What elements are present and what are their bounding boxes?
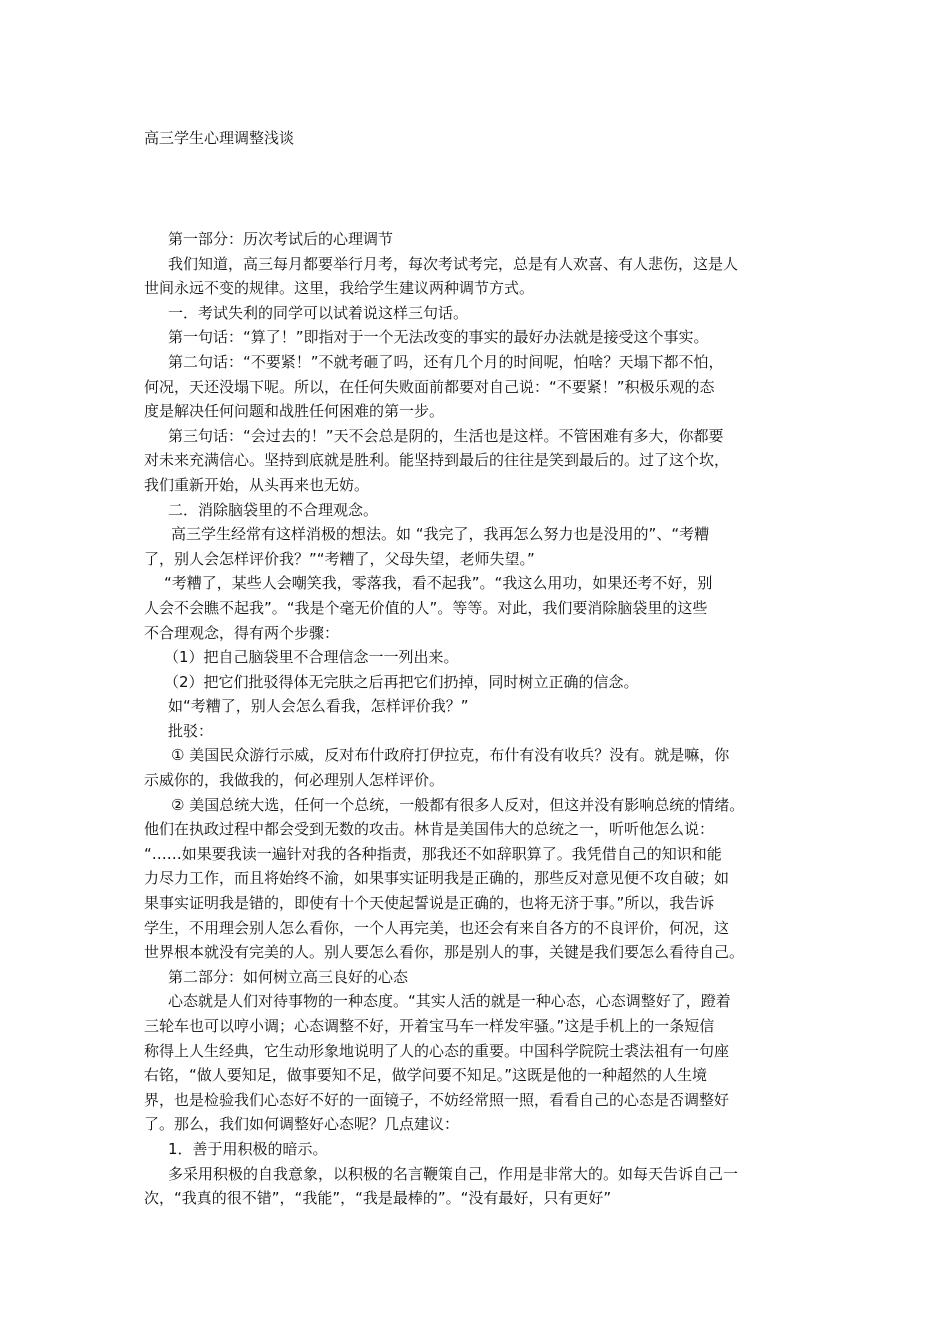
paragraph-line: 何况，天还没塌下呢。所以，在任何失败面前都要对自己说：“不要紧！”积极乐观的态 bbox=[144, 377, 715, 396]
subheading: 二．消除脑袋里的不合理观念。 bbox=[168, 500, 379, 519]
paragraph-line: 界，也是检验我们心态好不好的一面镜子，不妨经常照一照，看看自己的心态是否调整好 bbox=[144, 1090, 730, 1109]
paragraph-line: 了。那么，我们如何调整好心态呢？几点建议： bbox=[144, 1115, 460, 1134]
paragraph-line: 不合理观念，得有两个步骤： bbox=[144, 623, 340, 642]
paragraph-line: 批驳： bbox=[168, 721, 214, 740]
paragraph-line: 世间永远不变的规律。这里，我给学生建议两种调节方式。 bbox=[144, 279, 535, 298]
paragraph-line: 三轮车也可以哼小调；心态调整不好，开着宝马车一样发牢骚。”这是手机上的一条短信 bbox=[144, 1017, 715, 1035]
paragraph-line: 学生，不用理会别人怎么看你，一个人再完美，也还会有来自各方的不良评价，何况，这 bbox=[144, 918, 730, 937]
paragraph-line: 了，别人会怎样评价我？”“考糟了，父母失望，老师失望。” bbox=[144, 549, 535, 568]
list-item: ② 美国总统大选，任何一个总统，一般都有很多人反对，但这并没有影响总统的情绪。 bbox=[171, 795, 745, 814]
section-heading: 第二部分：如何树立高三良好的心态 bbox=[168, 967, 409, 986]
paragraph-line: 示威你的，我做我的，何必理别人怎样评价。 bbox=[144, 771, 445, 790]
paragraph-line: 果事实证明我是错的，即使有十个天使起誓说是正确的，也将无济于事。”所以，我告诉 bbox=[144, 894, 715, 913]
subheading: 1．善于用积极的暗示。 bbox=[168, 1139, 328, 1158]
list-item: （1）把自己脑袋里不合理信念一一列出来。 bbox=[164, 648, 459, 667]
paragraph-line: 世界根本就没有完美的人。别人要怎么看你，那是别人的事，关键是我们要怎么看待自己。 bbox=[144, 943, 745, 962]
paragraph-line: “……如果要我读一遍针对我的各种指责，那我还不如辞职算了。我凭借自己的知识和能 bbox=[144, 844, 722, 863]
section-heading: 第一部分：历次考试后的心理调节 bbox=[168, 230, 394, 248]
paragraph-line: 对未来充满信心。坚持到底就是胜利。能坚持到最后的往往是笑到最后的。过了这个坎， bbox=[144, 451, 730, 470]
paragraph-line: “考糟了，某些人会嘲笑我，零落我，看不起我”。“我这么用功，如果还考不好，别 bbox=[164, 574, 713, 593]
paragraph-line: 右铭，“做人要知足，做事要知不足，做学问要不知足。”这既是他的一种超然的人生境 bbox=[144, 1066, 708, 1085]
paragraph-line: 他们在执政过程中都会受到无数的攻击。林肯是美国伟大的总统之一，听听他怎么说： bbox=[144, 820, 715, 839]
document-title: 高三学生心理调整浅谈 bbox=[144, 129, 295, 147]
paragraph-line: 高三学生经常有这样消极的想法。如 “我完了，我再怎么努力也是没用的”、“考糟 bbox=[171, 525, 710, 544]
paragraph-line: 心态就是人们对待事物的一种态度。“其实人活的就是一种心态，心态调整好了，蹬着 bbox=[168, 992, 731, 1011]
paragraph-line: 度是解决任何问题和战胜任何困难的第一步。 bbox=[144, 402, 445, 421]
paragraph-line: 第三句话：“会过去的！”天不会总是阴的，生活也是这样。不管困难有多大，你都要 bbox=[168, 426, 724, 445]
paragraph-line: 次，“我真的很不错”，“我能”，“我是最棒的”。“没有最好，只有更好” bbox=[144, 1189, 612, 1208]
list-item: （2）把它们批驳得体无完肤之后再把它们扔掉，同时树立正确的信念。 bbox=[164, 672, 639, 691]
paragraph-line: 称得上人生经典，它生动形象地说明了人的心态的重要。中国科学院院士裘法祖有一句座 bbox=[144, 1041, 730, 1060]
subheading: 一．考试失利的同学可以试着说这样三句话。 bbox=[168, 303, 469, 322]
paragraph-line: 第一句话：“算了！”即指对于一个无法改变的事实的最好办法就是接受这个事实。 bbox=[168, 328, 709, 347]
paragraph-line: 力尽力工作，而且将始终不渝，如果事实证明我是正确的，那些反对意见便不攻自破；如 bbox=[144, 869, 730, 888]
paragraph-line: 多采用积极的自我意象，以积极的名言鞭策自己，作用是非常大的。如每天告诉自己一 bbox=[168, 1164, 739, 1183]
document-body bbox=[144, 227, 814, 1211]
paragraph-line: 第二句话：“不要紧！”不就考砸了吗，还有几个月的时间呢，怕啥？天塌下都不怕， bbox=[168, 352, 724, 371]
paragraph-line: 如“考糟了，别人会怎么看我，怎样评价我？” bbox=[168, 697, 469, 716]
list-item: ① 美国民众游行示威，反对布什政府打伊拉克，布什有没有收兵？没有。就是嘛，你 bbox=[171, 746, 730, 765]
paragraph-line: 我们知道，高三每月都要举行月考，每次考试考完，总是有人欢喜、有人悲伤，这是人 bbox=[168, 254, 739, 273]
paragraph-line: 人会不会瞧不起我”。“我是个毫无价值的人”。等等。对此，我们要消除脑袋里的这些 bbox=[144, 598, 708, 617]
paragraph-line: 我们重新开始，从头再来也无妨。 bbox=[144, 475, 370, 494]
